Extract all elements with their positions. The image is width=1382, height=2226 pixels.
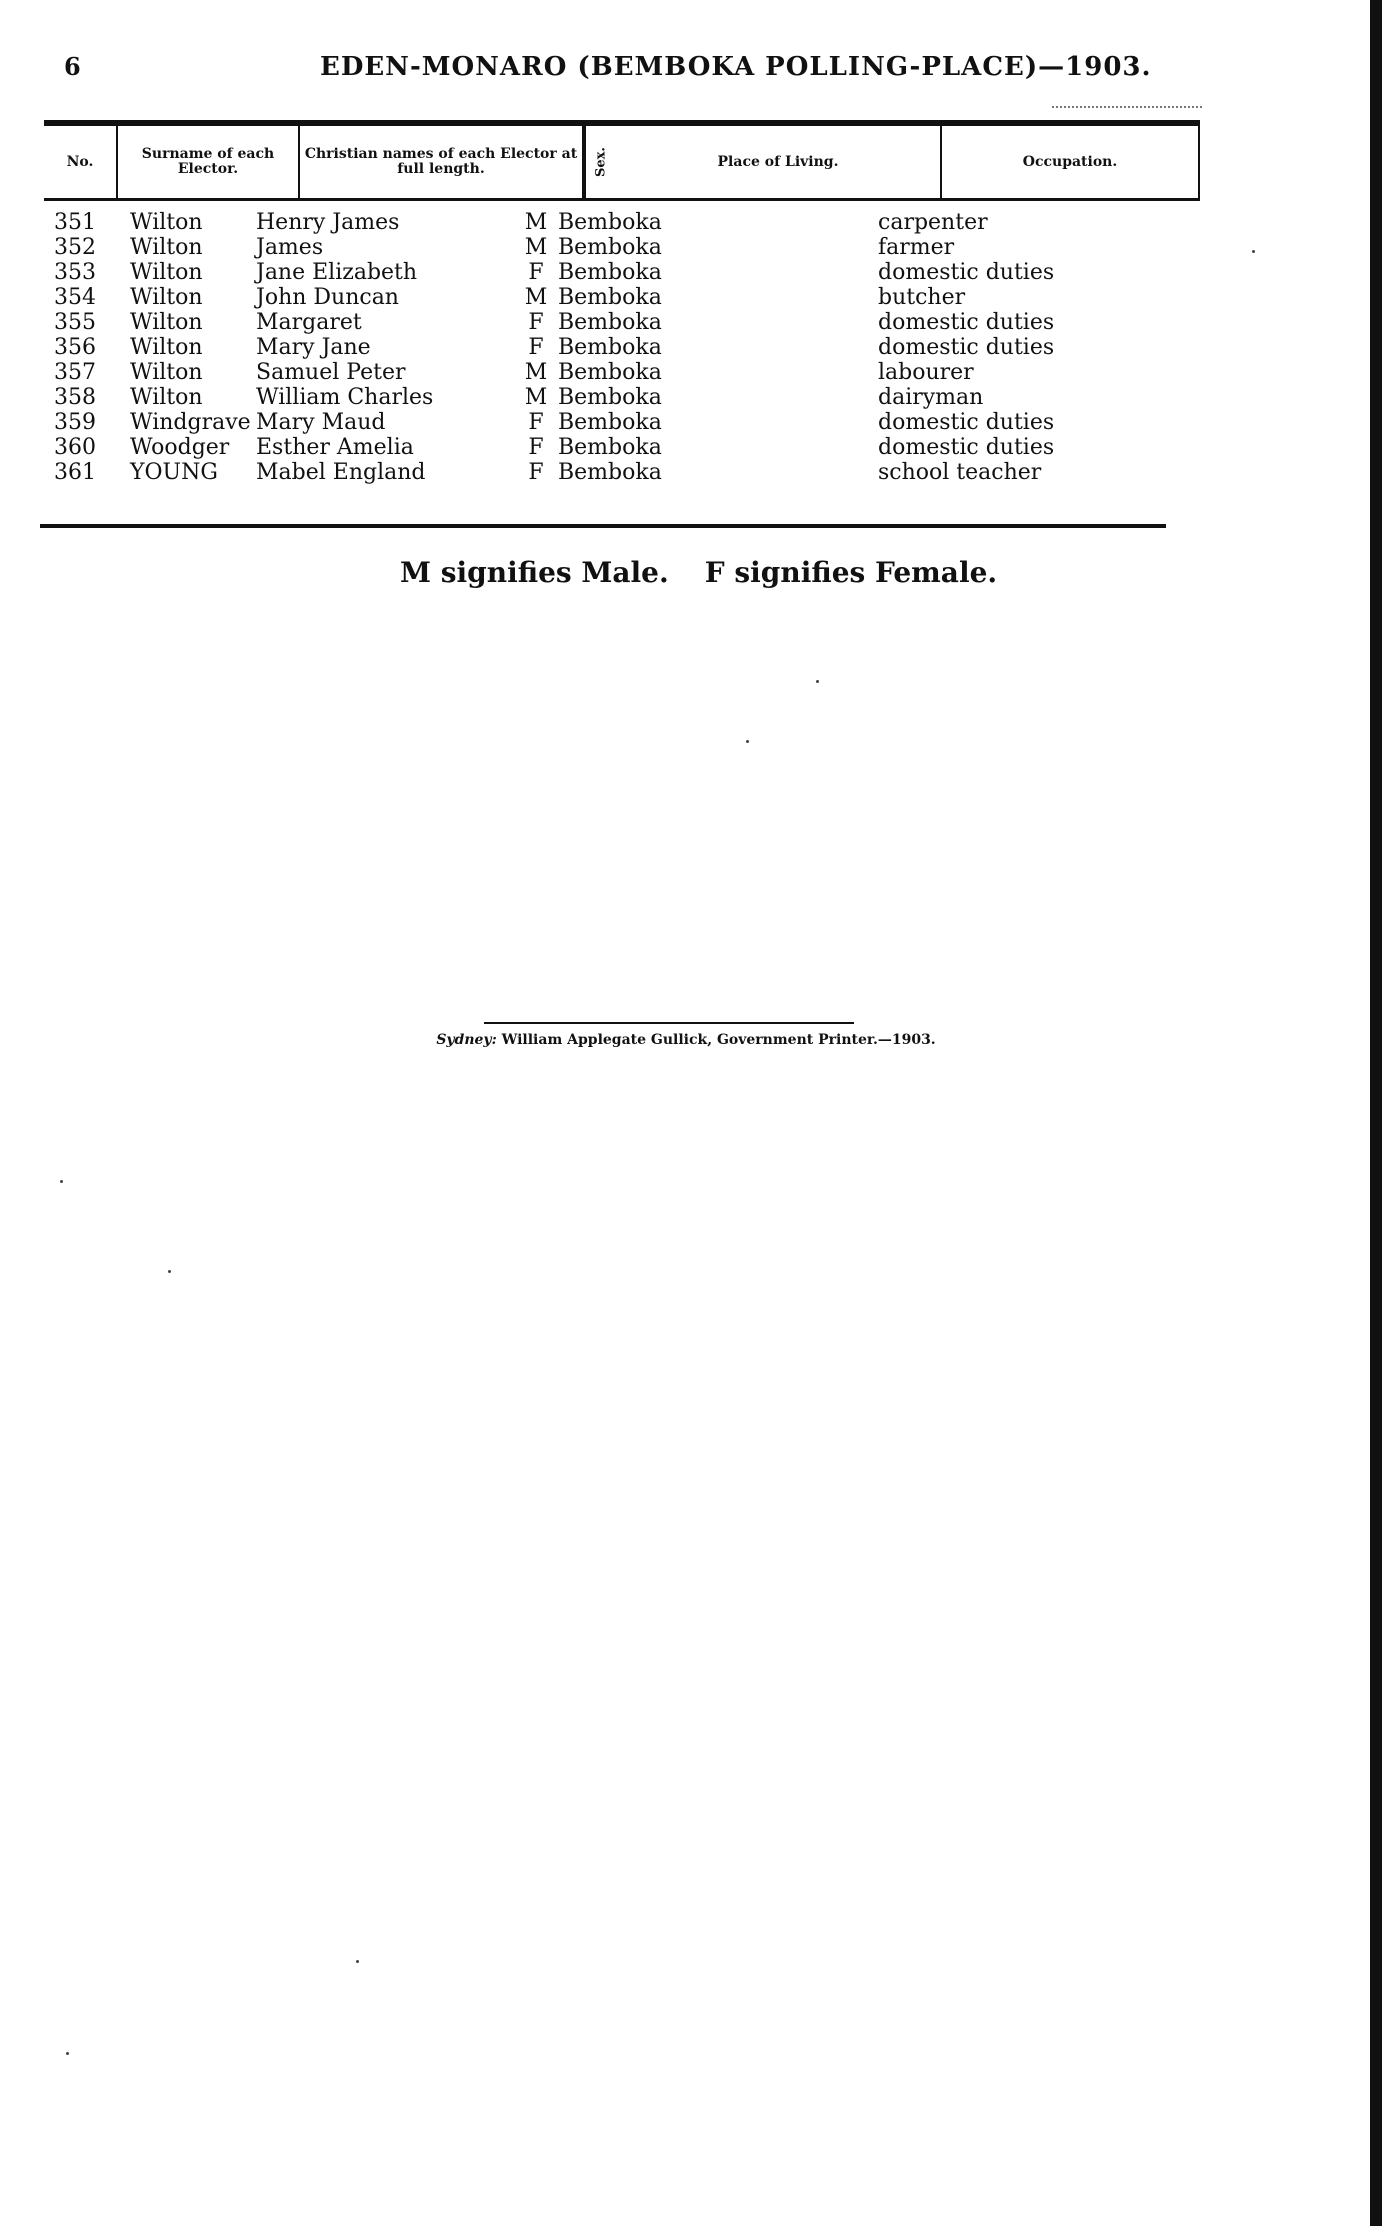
cell-surname: Wilton <box>130 335 203 360</box>
cell-no: 361 <box>54 460 96 485</box>
cell-no: 359 <box>54 410 96 435</box>
table-row <box>44 435 1200 460</box>
cell-no: 356 <box>54 335 96 360</box>
cell-sex: F <box>528 460 544 485</box>
cell-no: 355 <box>54 310 96 335</box>
cell-christian-names: Esther Amelia <box>256 435 414 460</box>
cell-christian-names: Samuel Peter <box>256 360 406 385</box>
cell-occupation: domestic duties <box>878 335 1055 360</box>
cell-sex: M <box>524 285 548 310</box>
table-row <box>44 235 1200 260</box>
cell-occupation: domestic duties <box>878 435 1055 460</box>
cell-christian-names: Margaret <box>256 310 362 335</box>
cell-sex: M <box>524 235 548 260</box>
scan-edge <box>1370 0 1382 2226</box>
cell-christian-names: John Duncan <box>256 285 399 310</box>
header-no: No. <box>44 126 118 198</box>
cell-sex: F <box>528 435 544 460</box>
cell-sex: F <box>528 260 544 285</box>
cell-place: Bemboka <box>558 335 662 360</box>
cell-christian-names: William Charles <box>256 385 434 410</box>
scan-speck <box>168 1270 171 1273</box>
printer-city: Sydney: <box>436 1032 497 1048</box>
cell-place: Bemboka <box>558 385 662 410</box>
cell-no: 354 <box>54 285 96 310</box>
cell-occupation: carpenter <box>878 210 988 235</box>
table-row <box>44 285 1200 310</box>
printer-rule <box>484 1022 854 1024</box>
cell-christian-names: Jane Elizabeth <box>256 260 418 285</box>
scan-speck <box>816 680 819 683</box>
scan-speck <box>356 1960 359 1963</box>
cell-surname: Wilton <box>130 285 203 310</box>
cell-surname: Woodger <box>130 435 230 460</box>
cell-sex: F <box>528 410 544 435</box>
cell-no: 357 <box>54 360 96 385</box>
table-row <box>44 460 1200 485</box>
legend-male: M signifies Male. <box>400 556 669 589</box>
header-occupation: Occupation. <box>942 126 1200 198</box>
table-header <box>44 120 1200 201</box>
cell-place: Bemboka <box>558 260 662 285</box>
table-row <box>44 385 1200 410</box>
table-row <box>44 260 1200 285</box>
cell-place: Bemboka <box>558 460 662 485</box>
cell-occupation: domestic duties <box>878 410 1055 435</box>
cell-no: 352 <box>54 235 96 260</box>
sex-legend <box>400 556 1033 589</box>
table-row <box>44 210 1200 235</box>
header-sex: Sex. <box>584 126 616 198</box>
cell-sex: M <box>524 210 548 235</box>
cell-place: Bemboka <box>558 410 662 435</box>
header-surname: Surname of each Elector. <box>118 126 300 198</box>
cell-sex: F <box>528 310 544 335</box>
table-row <box>44 360 1200 385</box>
cell-christian-names: Mary Maud <box>256 410 386 435</box>
cell-no: 351 <box>54 210 96 235</box>
cell-no: 360 <box>54 435 96 460</box>
cell-occupation: butcher <box>878 285 966 310</box>
cell-sex: M <box>524 385 548 410</box>
printer-text: William Applegate Gullick, Government Printer.—1903. <box>501 1032 936 1048</box>
table-bottom-rule <box>40 524 1166 528</box>
cell-occupation: labourer <box>878 360 974 385</box>
cell-surname: YOUNG <box>130 460 218 485</box>
cell-no: 358 <box>54 385 96 410</box>
cell-surname: Wilton <box>130 260 203 285</box>
cell-surname: Wilton <box>130 360 203 385</box>
cell-place: Bemboka <box>558 435 662 460</box>
table-row <box>44 310 1200 335</box>
cell-place: Bemboka <box>558 310 662 335</box>
cell-place: Bemboka <box>558 235 662 260</box>
header-place-of-living: Place of Living. <box>616 126 942 198</box>
cell-surname: Wilton <box>130 210 203 235</box>
scan-speck <box>746 740 749 743</box>
decorative-dots <box>1052 106 1202 108</box>
scan-speck <box>60 1180 63 1183</box>
table-row <box>44 335 1200 360</box>
cell-place: Bemboka <box>558 285 662 310</box>
cell-christian-names: James <box>256 235 324 260</box>
cell-surname: Wilton <box>130 235 203 260</box>
cell-occupation: dairyman <box>878 385 984 410</box>
cell-occupation: school teacher <box>878 460 1042 485</box>
cell-occupation: domestic duties <box>878 260 1055 285</box>
cell-sex: F <box>528 335 544 360</box>
cell-christian-names: Mabel England <box>256 460 426 485</box>
cell-surname: Wilton <box>130 385 203 410</box>
page-title: EDEN-MONARO (BEMBOKA POLLING-PLACE)—1903. <box>320 52 1152 82</box>
elector-table-body <box>44 210 1200 485</box>
cell-surname: Windgrave <box>130 410 251 435</box>
scan-speck <box>66 2052 69 2055</box>
cell-no: 353 <box>54 260 96 285</box>
cell-christian-names: Henry James <box>256 210 400 235</box>
cell-occupation: farmer <box>878 235 955 260</box>
table-row <box>44 410 1200 435</box>
legend-female: F signifies Female. <box>704 556 998 589</box>
cell-christian-names: Mary Jane <box>256 335 371 360</box>
header-christian-names: Christian names of each Elector at full length. <box>300 126 584 198</box>
cell-sex: M <box>524 360 548 385</box>
cell-occupation: domestic duties <box>878 310 1055 335</box>
cell-place: Bemboka <box>558 360 662 385</box>
printer-imprint <box>426 1032 946 1048</box>
cell-place: Bemboka <box>558 210 662 235</box>
scan-speck <box>1252 250 1255 253</box>
cell-surname: Wilton <box>130 310 203 335</box>
page-number: 6 <box>64 52 81 81</box>
